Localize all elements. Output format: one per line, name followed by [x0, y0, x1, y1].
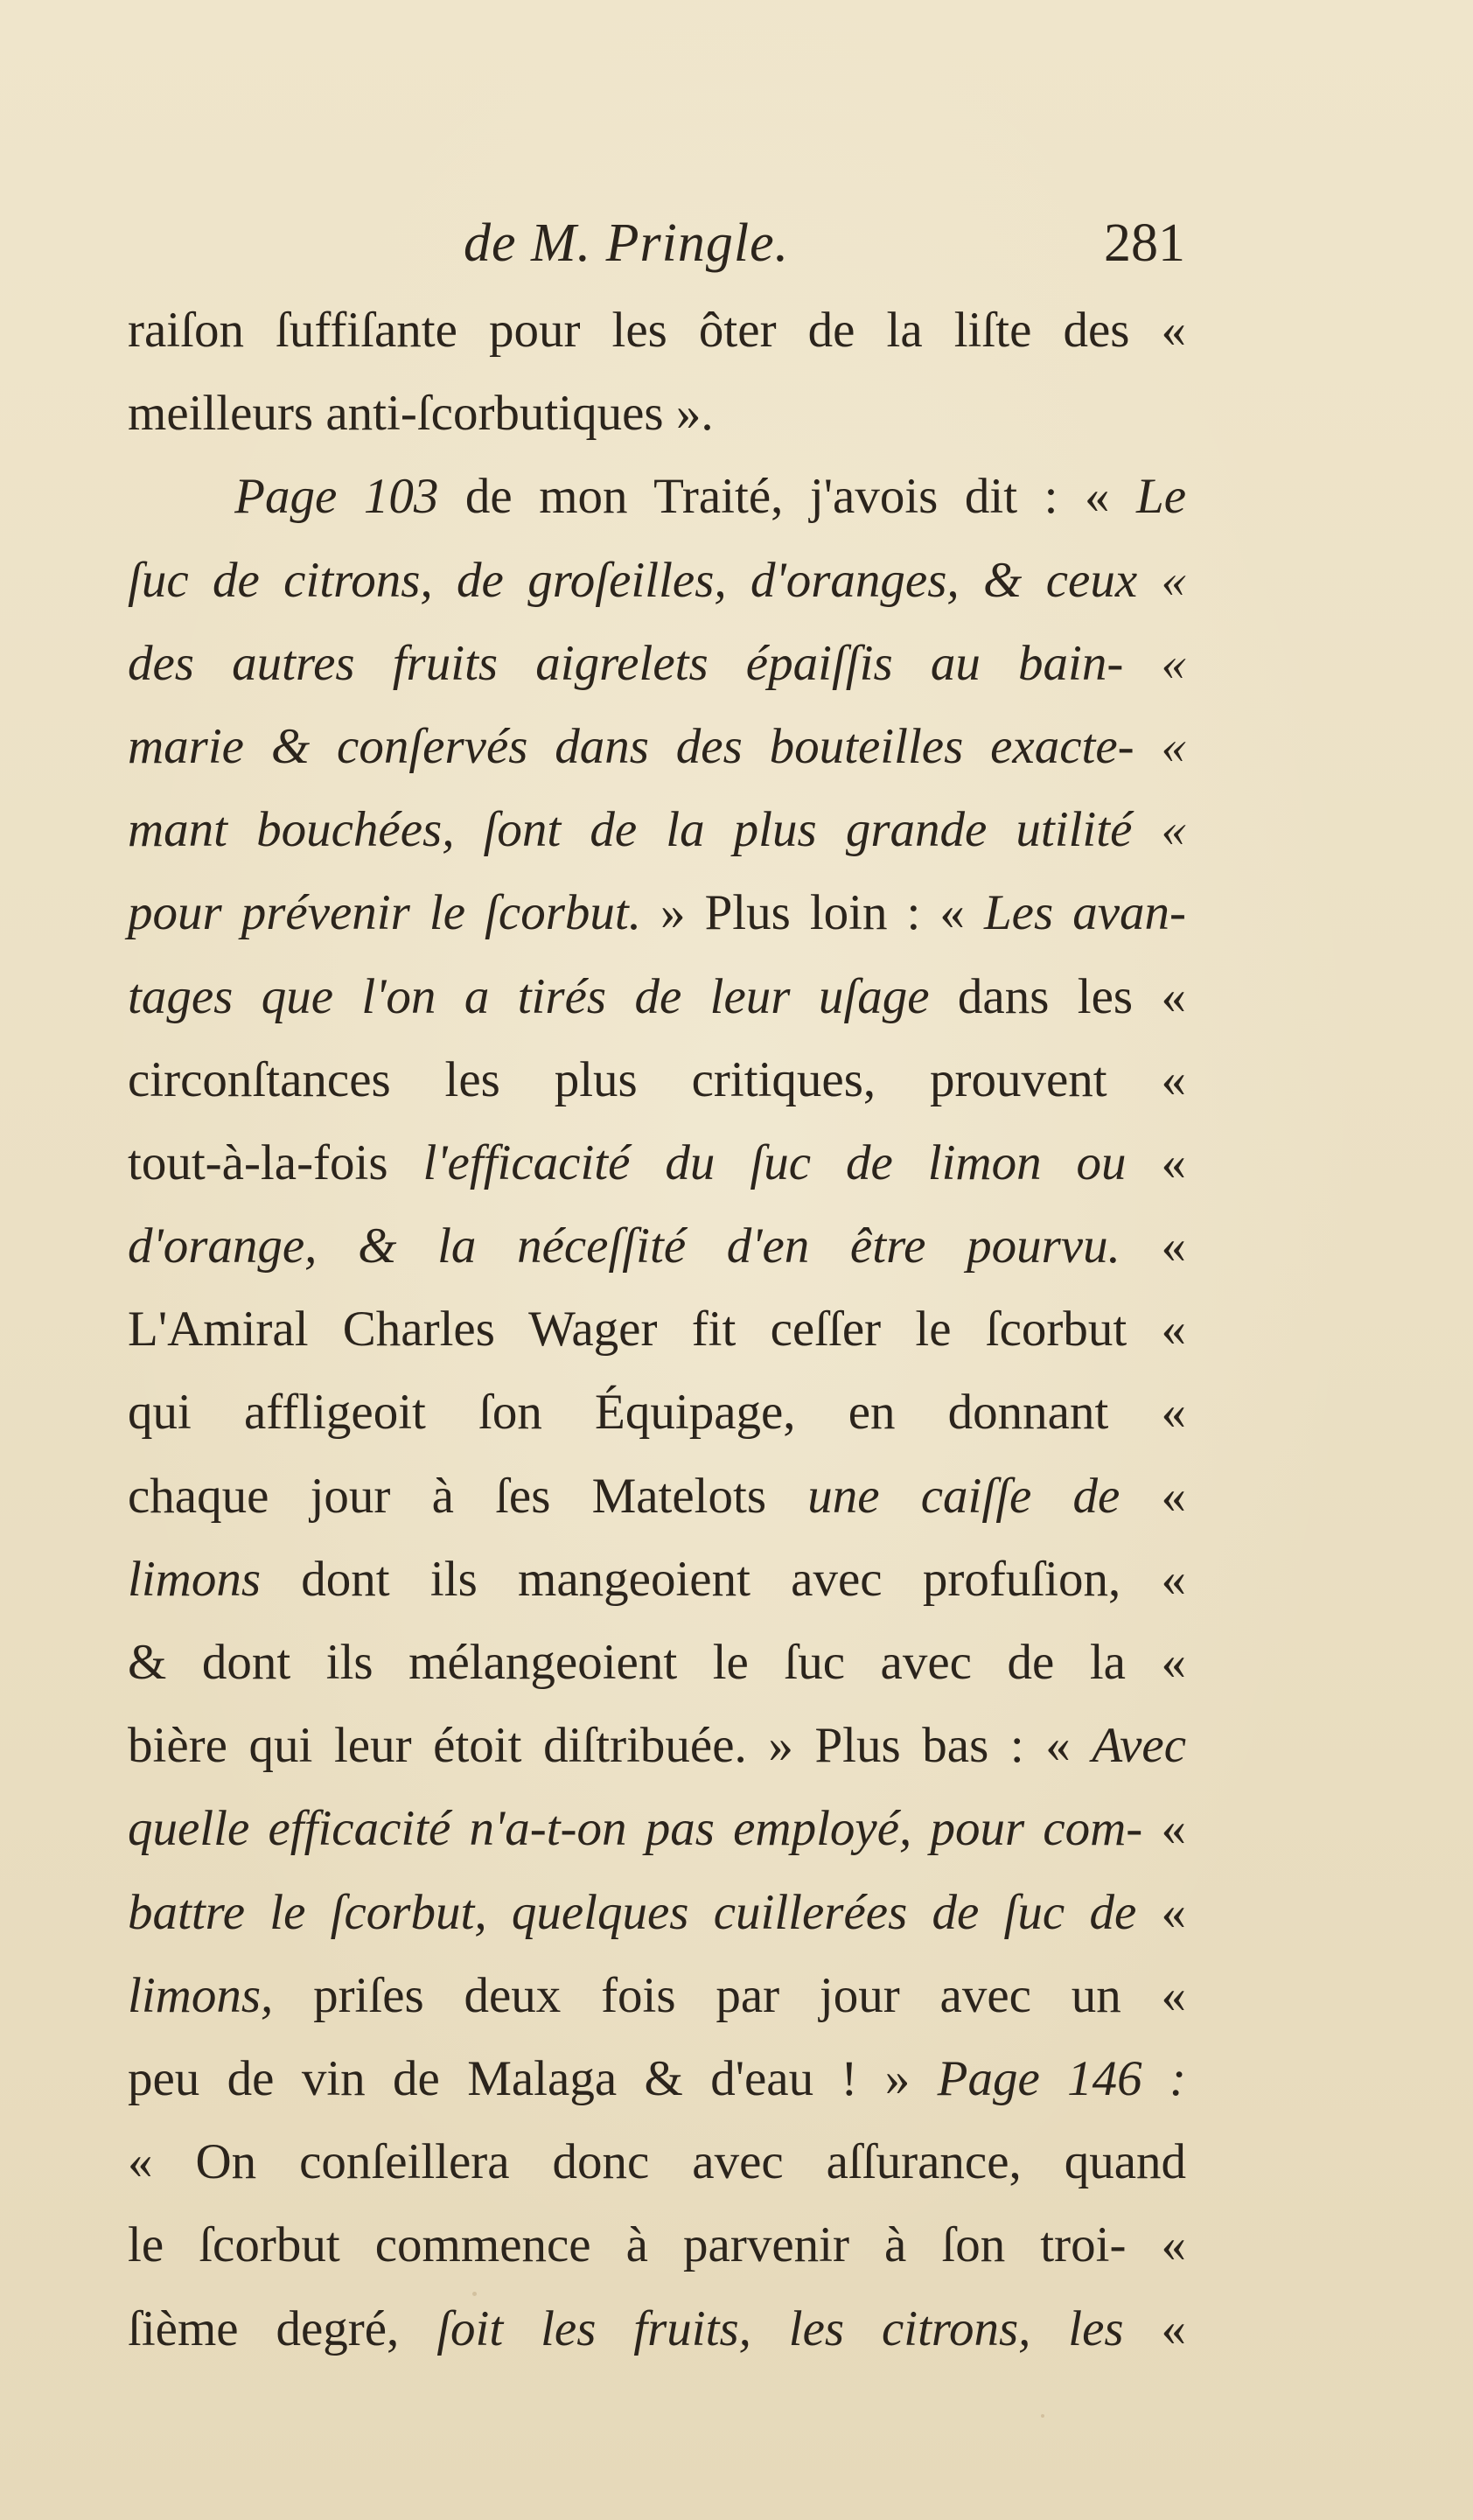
text-line [128, 705, 1186, 788]
text-line [128, 539, 1186, 622]
text-line [128, 871, 1186, 954]
running-title: de M. Pringle. [464, 213, 790, 273]
italic-text: Page 146 : [937, 2050, 1186, 2106]
text-line [128, 955, 1186, 1038]
text-line [128, 1371, 1186, 1454]
text-line [128, 1121, 1186, 1204]
text-line [128, 1538, 1186, 1621]
italic-text: ſoit les fruits, les citrons, les [436, 2300, 1124, 2356]
text-line [128, 2203, 1186, 2286]
roman-text: » Plus loin : « [640, 885, 984, 941]
italic-text: tages que l'on a tirés de leur uſage [128, 968, 930, 1024]
italic-text: quelle efficacité n'a-t-on pas employé, pour com- [128, 1801, 1143, 1857]
roman-text: dont ils mangeoient avec profuſion, « [261, 1551, 1186, 1607]
text-line [128, 1204, 1186, 1288]
text-line [128, 622, 1186, 705]
italic-text: Les avan- [983, 885, 1186, 941]
roman-text: « [1120, 1468, 1186, 1524]
roman-text: dans les « [929, 968, 1187, 1024]
italic-text: ſuc de citrons, de groſeilles, d'oranges, & ceux « [128, 552, 1186, 608]
roman-text: « [1136, 1884, 1186, 1940]
roman-text: « [1142, 1801, 1186, 1857]
roman-text: ſième degré, [128, 2300, 437, 2356]
text-line [128, 1455, 1186, 1538]
text-line [128, 1621, 1186, 1704]
roman-text: qui affligeoit ſon Équipage, en donnant « [128, 1385, 1186, 1441]
roman-text: & dont ils mélangeoient le ſuc avec de la « [128, 1635, 1186, 1690]
italic-text: d'orange, & la néceſſité d'en être pourvu. [128, 1218, 1120, 1274]
text-line [128, 1288, 1186, 1371]
roman-text: bière qui leur étoit diſtribuée. » Plus bas : « [128, 1718, 1093, 1774]
italic-text: battre le ſcorbut, quelques cuillerées de ſuc de [128, 1884, 1137, 1940]
italic-text: marie & conſervés dans des bouteilles exacte- « [128, 718, 1186, 774]
text-line [128, 1038, 1186, 1121]
text-line [128, 372, 1186, 455]
italic-text: Le [1136, 469, 1187, 525]
roman-text: priſes deux fois par jour avec un « [273, 1967, 1186, 2023]
text-line [128, 1871, 1186, 1954]
italic-text: Avec [1092, 1718, 1186, 1774]
roman-text: « [1126, 1134, 1186, 1190]
italic-text: l'efficacité du ſuc de limon ou [422, 1134, 1127, 1190]
text-line [128, 455, 1186, 538]
roman-text: meilleurs anti-ſcorbutiques ». [128, 386, 714, 442]
italic-text: une caiſſe de [807, 1468, 1120, 1524]
text-line [128, 1787, 1186, 1870]
text-line [128, 2037, 1186, 2120]
roman-text: « On conſeillera donc avec aſſurance, quand [128, 2134, 1186, 2190]
italic-text: mant bouchées, ſont de la plus grande utilité « [128, 802, 1186, 858]
text-line [128, 289, 1186, 372]
italic-text: Page 103 [234, 469, 439, 525]
text-line [128, 1954, 1186, 2037]
text-line [128, 1704, 1186, 1787]
roman-text: « [1123, 2300, 1186, 2356]
roman-text: circonſtances les plus critiques, prouvent « [128, 1051, 1186, 1107]
roman-text: L'Amiral Charles Wager fit ceſſer le ſcorbut « [128, 1302, 1186, 1358]
roman-text: tout-à-la-fois [128, 1134, 423, 1190]
paper-foxing-spot [1041, 2414, 1044, 2418]
text-line [128, 788, 1186, 871]
roman-text: le ſcorbut commence à parvenir à ſon troi- « [128, 2217, 1186, 2273]
text-line [128, 2120, 1186, 2203]
roman-text [128, 469, 234, 524]
page-number: 281 [1104, 213, 1185, 273]
body-text [128, 289, 1186, 2370]
text-line [128, 2287, 1186, 2370]
roman-text: de mon Traité, j'avois dit : « [438, 469, 1137, 525]
roman-text: « [1120, 1218, 1186, 1274]
italic-text: des autres fruits aigrelets épaiſſis au bain- « [128, 635, 1186, 691]
italic-text: limons [128, 1551, 262, 1607]
roman-text: chaque jour à ſes Matelots [128, 1468, 808, 1524]
roman-text: raiſon ſuffiſante pour les ôter de la liſte des « [128, 303, 1186, 358]
italic-text: pour prévenir le ſcorbut. [128, 885, 641, 941]
running-header [122, 213, 1185, 291]
italic-text: limons, [128, 1967, 274, 2023]
roman-text: peu de vin de Malaga & d'eau ! » [128, 2050, 938, 2106]
